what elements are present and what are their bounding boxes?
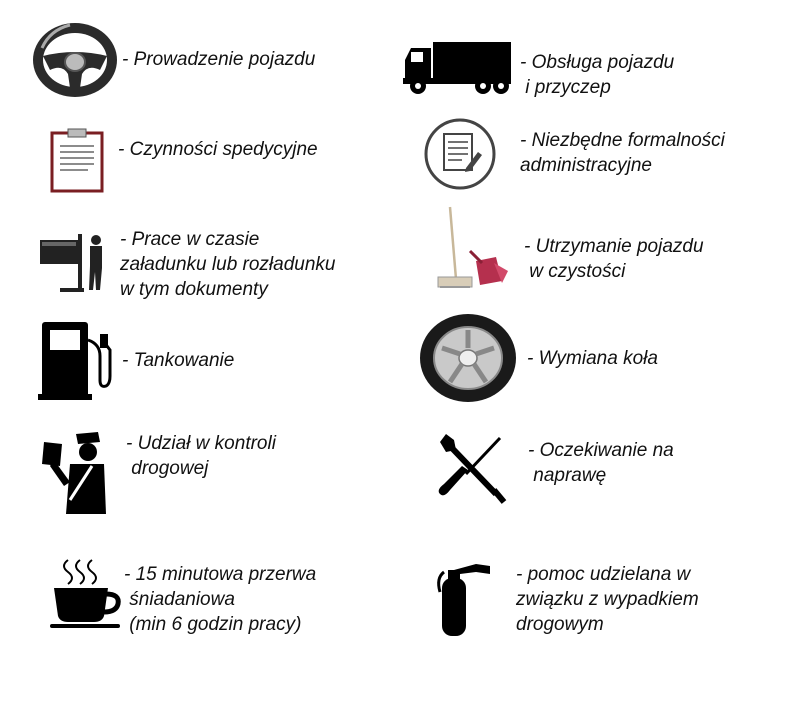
item-label-road-check: - Udział w kontroli drogowej — [126, 433, 276, 479]
fuel-pump-icon — [38, 320, 118, 402]
item-label-refueling: - Tankowanie — [122, 350, 235, 371]
document-edit-icon — [422, 118, 498, 190]
item-label-administration: - Niezbędne formalności administracyjne — [520, 130, 725, 176]
item-label-repair-wait: - Oczekiwanie na naprawę — [528, 440, 674, 486]
clipboard-icon — [50, 128, 106, 193]
coffee-cup-icon — [50, 558, 134, 630]
item-label-cleaning: - Utrzymanie pojazdu w czystości — [524, 236, 704, 282]
item-label-accident-help: - pomoc udzielana w związku z wypadkiem drogowym — [516, 564, 699, 635]
forklift-loading-icon — [38, 226, 108, 296]
item-label-driving: - Prowadzenie pojazdu — [122, 49, 316, 70]
steering-wheel-icon — [30, 18, 120, 98]
wheel-tire-icon — [418, 312, 518, 404]
broom-dustpan-icon — [436, 205, 516, 293]
fire-extinguisher-icon — [436, 560, 494, 638]
item-label-loading: - Prace w czasie załadunku lub rozładunku w tym dokumenty — [120, 229, 336, 300]
item-label-vehicle-service: - Obsługa pojazdu i przyczep — [520, 52, 675, 98]
item-label-break: - 15 minutowa przerwa śniadaniowa (min 6 godzin pracy) — [124, 564, 317, 635]
wrench-screwdriver-icon — [436, 432, 508, 504]
item-label-forwarding: - Czynności spedycyjne — [118, 139, 318, 160]
police-officer-icon — [40, 430, 110, 516]
truck-icon — [403, 40, 513, 95]
item-label-wheel-change: - Wymiana koła — [527, 348, 658, 369]
